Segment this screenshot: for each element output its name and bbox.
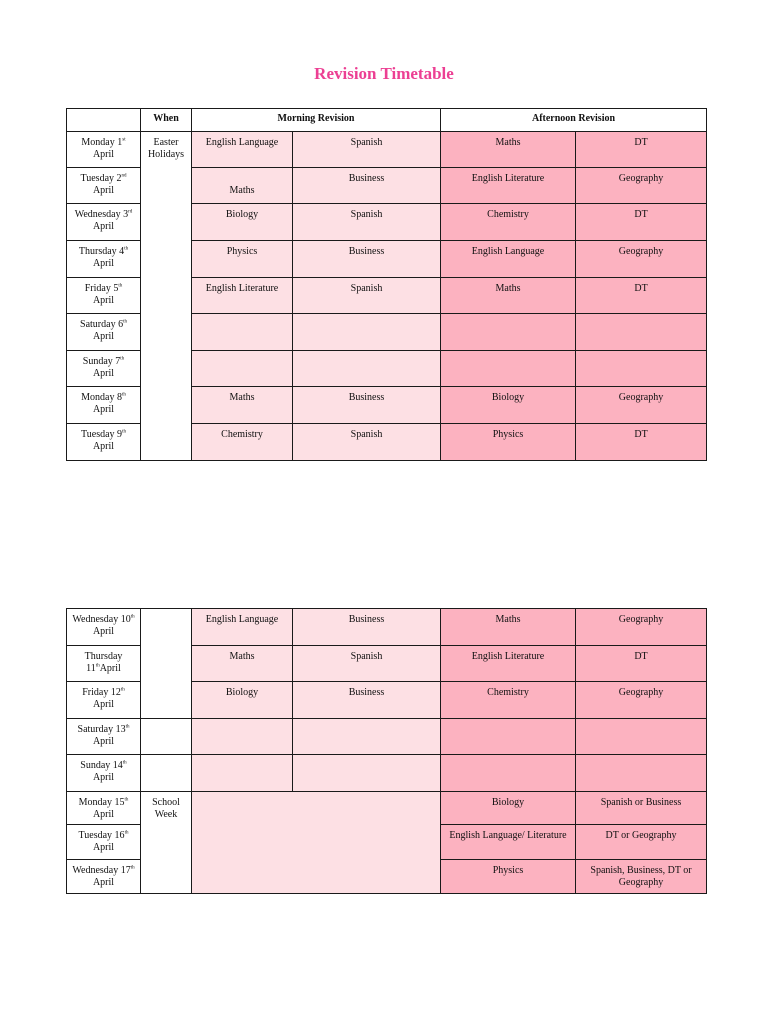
day-cell: Tuesday 2nd April (67, 168, 141, 204)
day-cell: Saturday 6th April (67, 314, 141, 351)
morning-slot-2: Business (293, 241, 441, 278)
afternoon-slot-2: Geography (576, 387, 707, 424)
afternoon-slot-1: Maths (441, 278, 576, 314)
day-cell: Tuesday 9th April (67, 424, 141, 461)
afternoon-slot-2: DT (576, 424, 707, 461)
morning-slot-2 (293, 755, 441, 792)
morning-slot-1 (192, 755, 293, 792)
afternoon-slot-1: English Language/ Literature (441, 825, 576, 860)
header-morning: Morning Revision (192, 109, 441, 132)
afternoon-slot-2 (576, 314, 707, 351)
afternoon-slot-1 (441, 719, 576, 755)
afternoon-slot-1: Maths (441, 132, 576, 168)
day-cell: Friday 5th April (67, 278, 141, 314)
day-cell: Thursday 11thApril (67, 646, 141, 682)
morning-slot-1: Chemistry (192, 424, 293, 461)
morning-slot-1: Maths (192, 646, 293, 682)
afternoon-slot-1: Physics (441, 860, 576, 894)
afternoon-slot-1 (441, 755, 576, 792)
page-title: Revision Timetable (314, 64, 454, 83)
period-blank (141, 719, 192, 755)
afternoon-slot-1: English Literature (441, 168, 576, 204)
table-row (67, 792, 707, 825)
afternoon-slot-2: DT (576, 132, 707, 168)
table-row (67, 609, 707, 646)
afternoon-slot-1: Chemistry (441, 682, 576, 719)
morning-slot-1: English Literature (192, 278, 293, 314)
morning-slot-2: Spanish (293, 646, 441, 682)
afternoon-slot-1: Physics (441, 424, 576, 461)
afternoon-slot-1 (441, 351, 576, 387)
day-cell: Monday 1st April (67, 132, 141, 168)
table-row (67, 719, 707, 755)
afternoon-slot-2: DT (576, 278, 707, 314)
header-when: When (141, 109, 192, 132)
afternoon-slot-2: Spanish, Business, DT or Geography (576, 860, 707, 894)
afternoon-slot-2 (576, 719, 707, 755)
timetable-table-1 (66, 108, 707, 461)
morning-slot-1: Biology (192, 682, 293, 719)
period-school: School Week (141, 792, 192, 894)
morning-slot-2: Business (293, 682, 441, 719)
morning-slot-2: Business (293, 609, 441, 646)
period-blank (141, 755, 192, 792)
afternoon-slot-2: Spanish or Business (576, 792, 707, 825)
timetable-table-2 (66, 608, 707, 894)
morning-slot-1: Maths (192, 168, 293, 204)
afternoon-slot-2 (576, 755, 707, 792)
table-row (67, 755, 707, 792)
morning-slot-1 (192, 719, 293, 755)
morning-slot-1: Maths (192, 387, 293, 424)
day-cell: Wednesday 10th April (67, 609, 141, 646)
header-afternoon: Afternoon Revision (441, 109, 707, 132)
day-cell: Monday 8th April (67, 387, 141, 424)
day-cell: Monday 15th April (67, 792, 141, 825)
afternoon-slot-2: Geography (576, 241, 707, 278)
morning-slot-1: English Language (192, 132, 293, 168)
morning-slot-2: Business (293, 168, 441, 204)
afternoon-slot-2: Geography (576, 168, 707, 204)
afternoon-slot-1: Maths (441, 609, 576, 646)
morning-slot-2: Spanish (293, 132, 441, 168)
morning-slot-2: Spanish (293, 424, 441, 461)
morning-slot-2 (293, 719, 441, 755)
morning-slot-1 (192, 351, 293, 387)
afternoon-slot-2: DT (576, 204, 707, 241)
morning-slot-1: Biology (192, 204, 293, 241)
morning-slot-1: English Language (192, 609, 293, 646)
afternoon-slot-1: Biology (441, 792, 576, 825)
day-cell: Thursday 4th April (67, 241, 141, 278)
period-easter: Easter Holidays (141, 132, 192, 461)
morning-slot-2: Spanish (293, 204, 441, 241)
morning-slot-2: Business (293, 387, 441, 424)
day-cell: Wednesday 17th April (67, 860, 141, 894)
header-row (67, 109, 707, 132)
afternoon-slot-2 (576, 351, 707, 387)
morning-school-block (192, 792, 441, 894)
day-cell: Friday 12th April (67, 682, 141, 719)
morning-slot-2: Spanish (293, 278, 441, 314)
day-cell: Tuesday 16th April (67, 825, 141, 860)
table-row (67, 132, 707, 168)
afternoon-slot-2: Geography (576, 609, 707, 646)
afternoon-slot-1: Biology (441, 387, 576, 424)
header-blank (67, 109, 141, 132)
afternoon-slot-1: English Literature (441, 646, 576, 682)
afternoon-slot-2: DT or Geography (576, 825, 707, 860)
period-blank (141, 609, 192, 719)
afternoon-slot-1: English Language (441, 241, 576, 278)
morning-slot-2 (293, 351, 441, 387)
morning-slot-1 (192, 314, 293, 351)
afternoon-slot-1 (441, 314, 576, 351)
afternoon-slot-2: Geography (576, 682, 707, 719)
day-cell: Saturday 13th April (67, 719, 141, 755)
morning-slot-1: Physics (192, 241, 293, 278)
day-cell: Sunday 14th April (67, 755, 141, 792)
afternoon-slot-2: DT (576, 646, 707, 682)
day-cell: Wednesday 3rd April (67, 204, 141, 241)
afternoon-slot-1: Chemistry (441, 204, 576, 241)
morning-slot-2 (293, 314, 441, 351)
day-cell: Sunday 7th April (67, 351, 141, 387)
